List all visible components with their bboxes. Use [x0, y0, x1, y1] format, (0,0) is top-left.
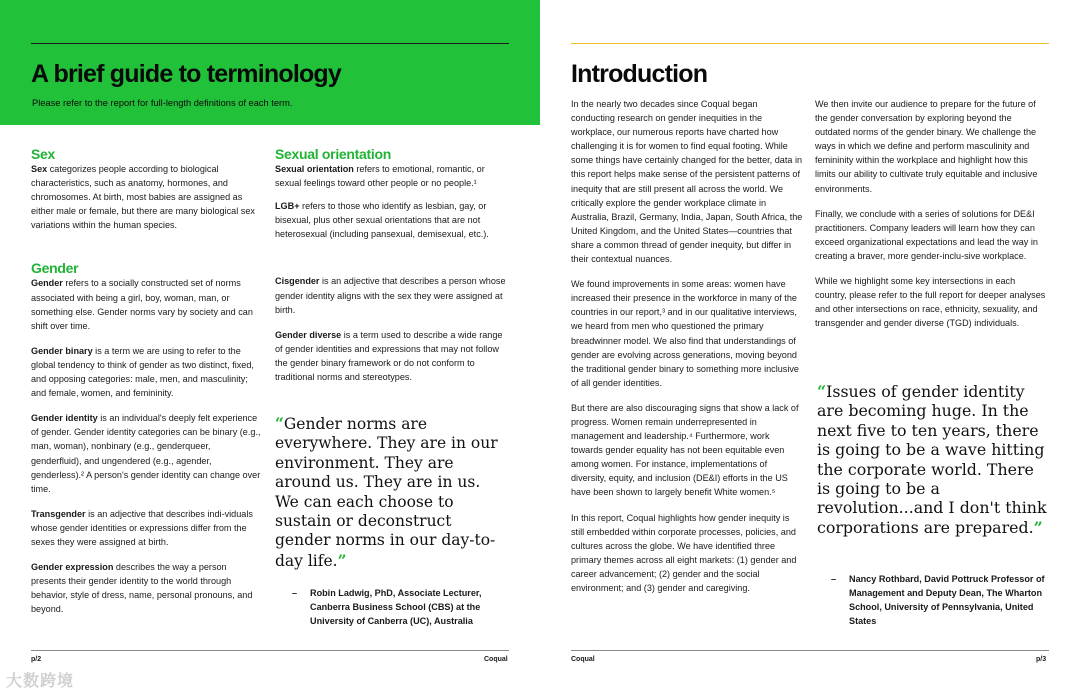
top-rule: [31, 43, 509, 44]
quote-open-mark: “: [275, 414, 284, 433]
quote-text: Issues of gender identity are becoming huge. In the next five to ten years, there is going to be a wave hitting the corporate world. There is going to be a revolution...and I don't think corporations are prepared.: [817, 382, 1047, 537]
term-sexual-orientation: Sexual orientation refers to emotional, romantic, or sexual feelings toward other people or no people.¹: [275, 164, 485, 189]
attribution-text: Robin Ladwig, PhD, Associate Lecturer, Canberra Business School (CBS) at the University of Canberra (UC), Australia: [310, 588, 482, 626]
term-gender: Gender refers to a socially constructed set of norms associated with being a girl, boy, woman, man, or something else. Gender norms vary by society and can shift over time.: [31, 278, 253, 331]
attribution-dash: –: [292, 588, 298, 598]
intro-column-1: [571, 97, 803, 606]
term-gender-diverse: Gender diverse is a term used to describe a wide range of gender identities and expressions that may not follow the gender binary framework or do not conform to traditional norms and stereotypes.: [275, 329, 503, 383]
page-title: Introduction: [571, 60, 708, 88]
top-rule: [571, 43, 1049, 44]
page-number: p/3: [1036, 656, 1047, 663]
attribution-text: Nancy Rothbard, David Pottruck Professor of Management and Deputy Dean, The Wharton School, University of Pennsylvania, United States: [849, 574, 1045, 626]
section-title-sexual-orientation: Sexual orientation: [275, 146, 391, 162]
term-cisgender: Cisgender is an adjective that describes a person whose gender identity aligns with the sex they were assigned at birth.: [275, 276, 506, 315]
intro-paragraph: Finally, we conclude with a series of solutions for DE&I practitioners. Company leaders will learn how they can exceed organizational expectations and lead the way in creating a braver, more gender-inclu-sive workplace.: [815, 208, 1038, 261]
term-lgb: LGB+ refers to those who identify as lesbian, gay, or bisexual, plus other sexual orientations that are not heterosexual (including pansexual, demisexual, etc.).: [275, 201, 489, 240]
quote-attribution-left: [292, 586, 507, 628]
quote-attribution-right: [831, 572, 1051, 628]
footer-brand: Coqual: [484, 656, 508, 663]
pull-quote-right: [817, 382, 1051, 537]
term-gender-expression: Gender expression describes the way a person presents their gender identity to the world through behavior, style of dress, name, personal pronouns, and beyond.: [31, 562, 253, 615]
footer-rule: [31, 650, 509, 651]
intro-paragraph: We found improvements in some areas: women have increased their presence in the workforce in many of the countries in our report,³ and in our qualitative interviews, we heard from men who questioned the primary breadwinner model. We also find that understandings of gender are evolving across generations, moving beyond the traditional gender binary to something more inclusive of all gender identities.: [571, 279, 799, 388]
term-gender-identity: Gender identity is an individual's deeply felt experience of gender. Gender identity categories can be binary (e.g., man, woman), nonbinary (e.g., genderqueer, genderfluid), and ungendered (e.g., agender, genderless).² A person's gender identity can change over time.: [31, 413, 261, 494]
intro-paragraph: We then invite our audience to prepare for the future of the gender conversation by exploring beyond the outdated norms of the gender binary. We challenge the ways in which we define and perform masculinity and femininity within the workplace and highlight how this limits our ability to cultivate truly equitable and inclusive environments.: [815, 99, 1038, 194]
quote-close-mark: ”: [1033, 517, 1043, 537]
term-sex: Sex categorizes people according to biological characteristics, such as anatomy, hormones, and chromosomes. At birth, most babies are assigned as either male or female, but there are many biological sex variations within the human species.: [31, 164, 255, 231]
intro-paragraph: While we highlight some key intersections in each country, please refer to the full report for deeper analyses and other intersections on race, ethnicity, sexuality, and transgender and gender diverse (TGD) individuals.: [815, 276, 1046, 329]
intro-paragraph: In the nearly two decades since Coqual began conducting research on gender inequities in the workplace, our numerous reports have charted how challenging it is for women to find equal footing. While some things have certainly changed for the better, data in this report helps make sense of the persistent patterns of inequity that are still present all across the world. We critically explore the gender workplace climate in Australia, Brazil, Germany, India, Japan, South Africa, the United Kingdom, and the United States—countries that share a common thread of gender inequity, but differ in their contextual nuances.: [571, 99, 803, 265]
quote-text: Gender norms are everywhere. They are in our environment. They are around us. They are in us. We can each choose to sustain or deconstruct gender norms in our day-to-day life.: [275, 415, 498, 570]
attribution-dash: –: [831, 574, 837, 584]
section-title-gender: Gender: [31, 260, 79, 277]
quote-close-mark: ”: [337, 550, 347, 570]
right-page: [540, 0, 1080, 699]
section-title-sex: Sex: [31, 146, 56, 162]
footer-brand: Coqual: [571, 656, 595, 663]
footer-rule: [571, 650, 1049, 651]
page-number: p/2: [31, 656, 42, 663]
intro-paragraph: But there are also discouraging signs that show a lack of progress. Women remain underrepresented in management and leadership.⁴ Furthermore, work towards gender equality has not been equitable even among women. For instance, implementations of diversity, equity, and inclusion (DE&I) efforts in the US have been shown to largely benefit White women.⁵: [571, 402, 799, 498]
page-title: A brief guide to terminology: [31, 60, 342, 88]
terms-column-1: [31, 146, 263, 627]
pull-quote-left: [275, 414, 507, 571]
term-transgender: Transgender is an adjective that describes indi-viduals whose gender identities or expressions differ from the sexes they were assigned at birth.: [31, 508, 253, 547]
intro-paragraph: In this report, Coqual highlights how gender inequity is still embedded within corporate processes, policies, and cultures across the globe. We have identified three primary themes across all eight markets: (1) gender and career advancement; (2) gender and the social environment; and (3) gender and caregiving.: [571, 512, 797, 593]
intro-column-2: [815, 97, 1049, 341]
watermark-logo: 大数跨境: [6, 673, 75, 690]
terms-column-2: [275, 146, 509, 395]
term-gender-binary: Gender binary is a term we are using to refer to the global tendency to think of gender as two distinct, fixed, and opposing categories: male, men, and masculinity; and female, women, and femininity.: [31, 345, 254, 399]
quote-open-mark: “: [817, 382, 827, 401]
page-subtitle: Please refer to the report for full-length definitions of each term.: [32, 98, 293, 108]
